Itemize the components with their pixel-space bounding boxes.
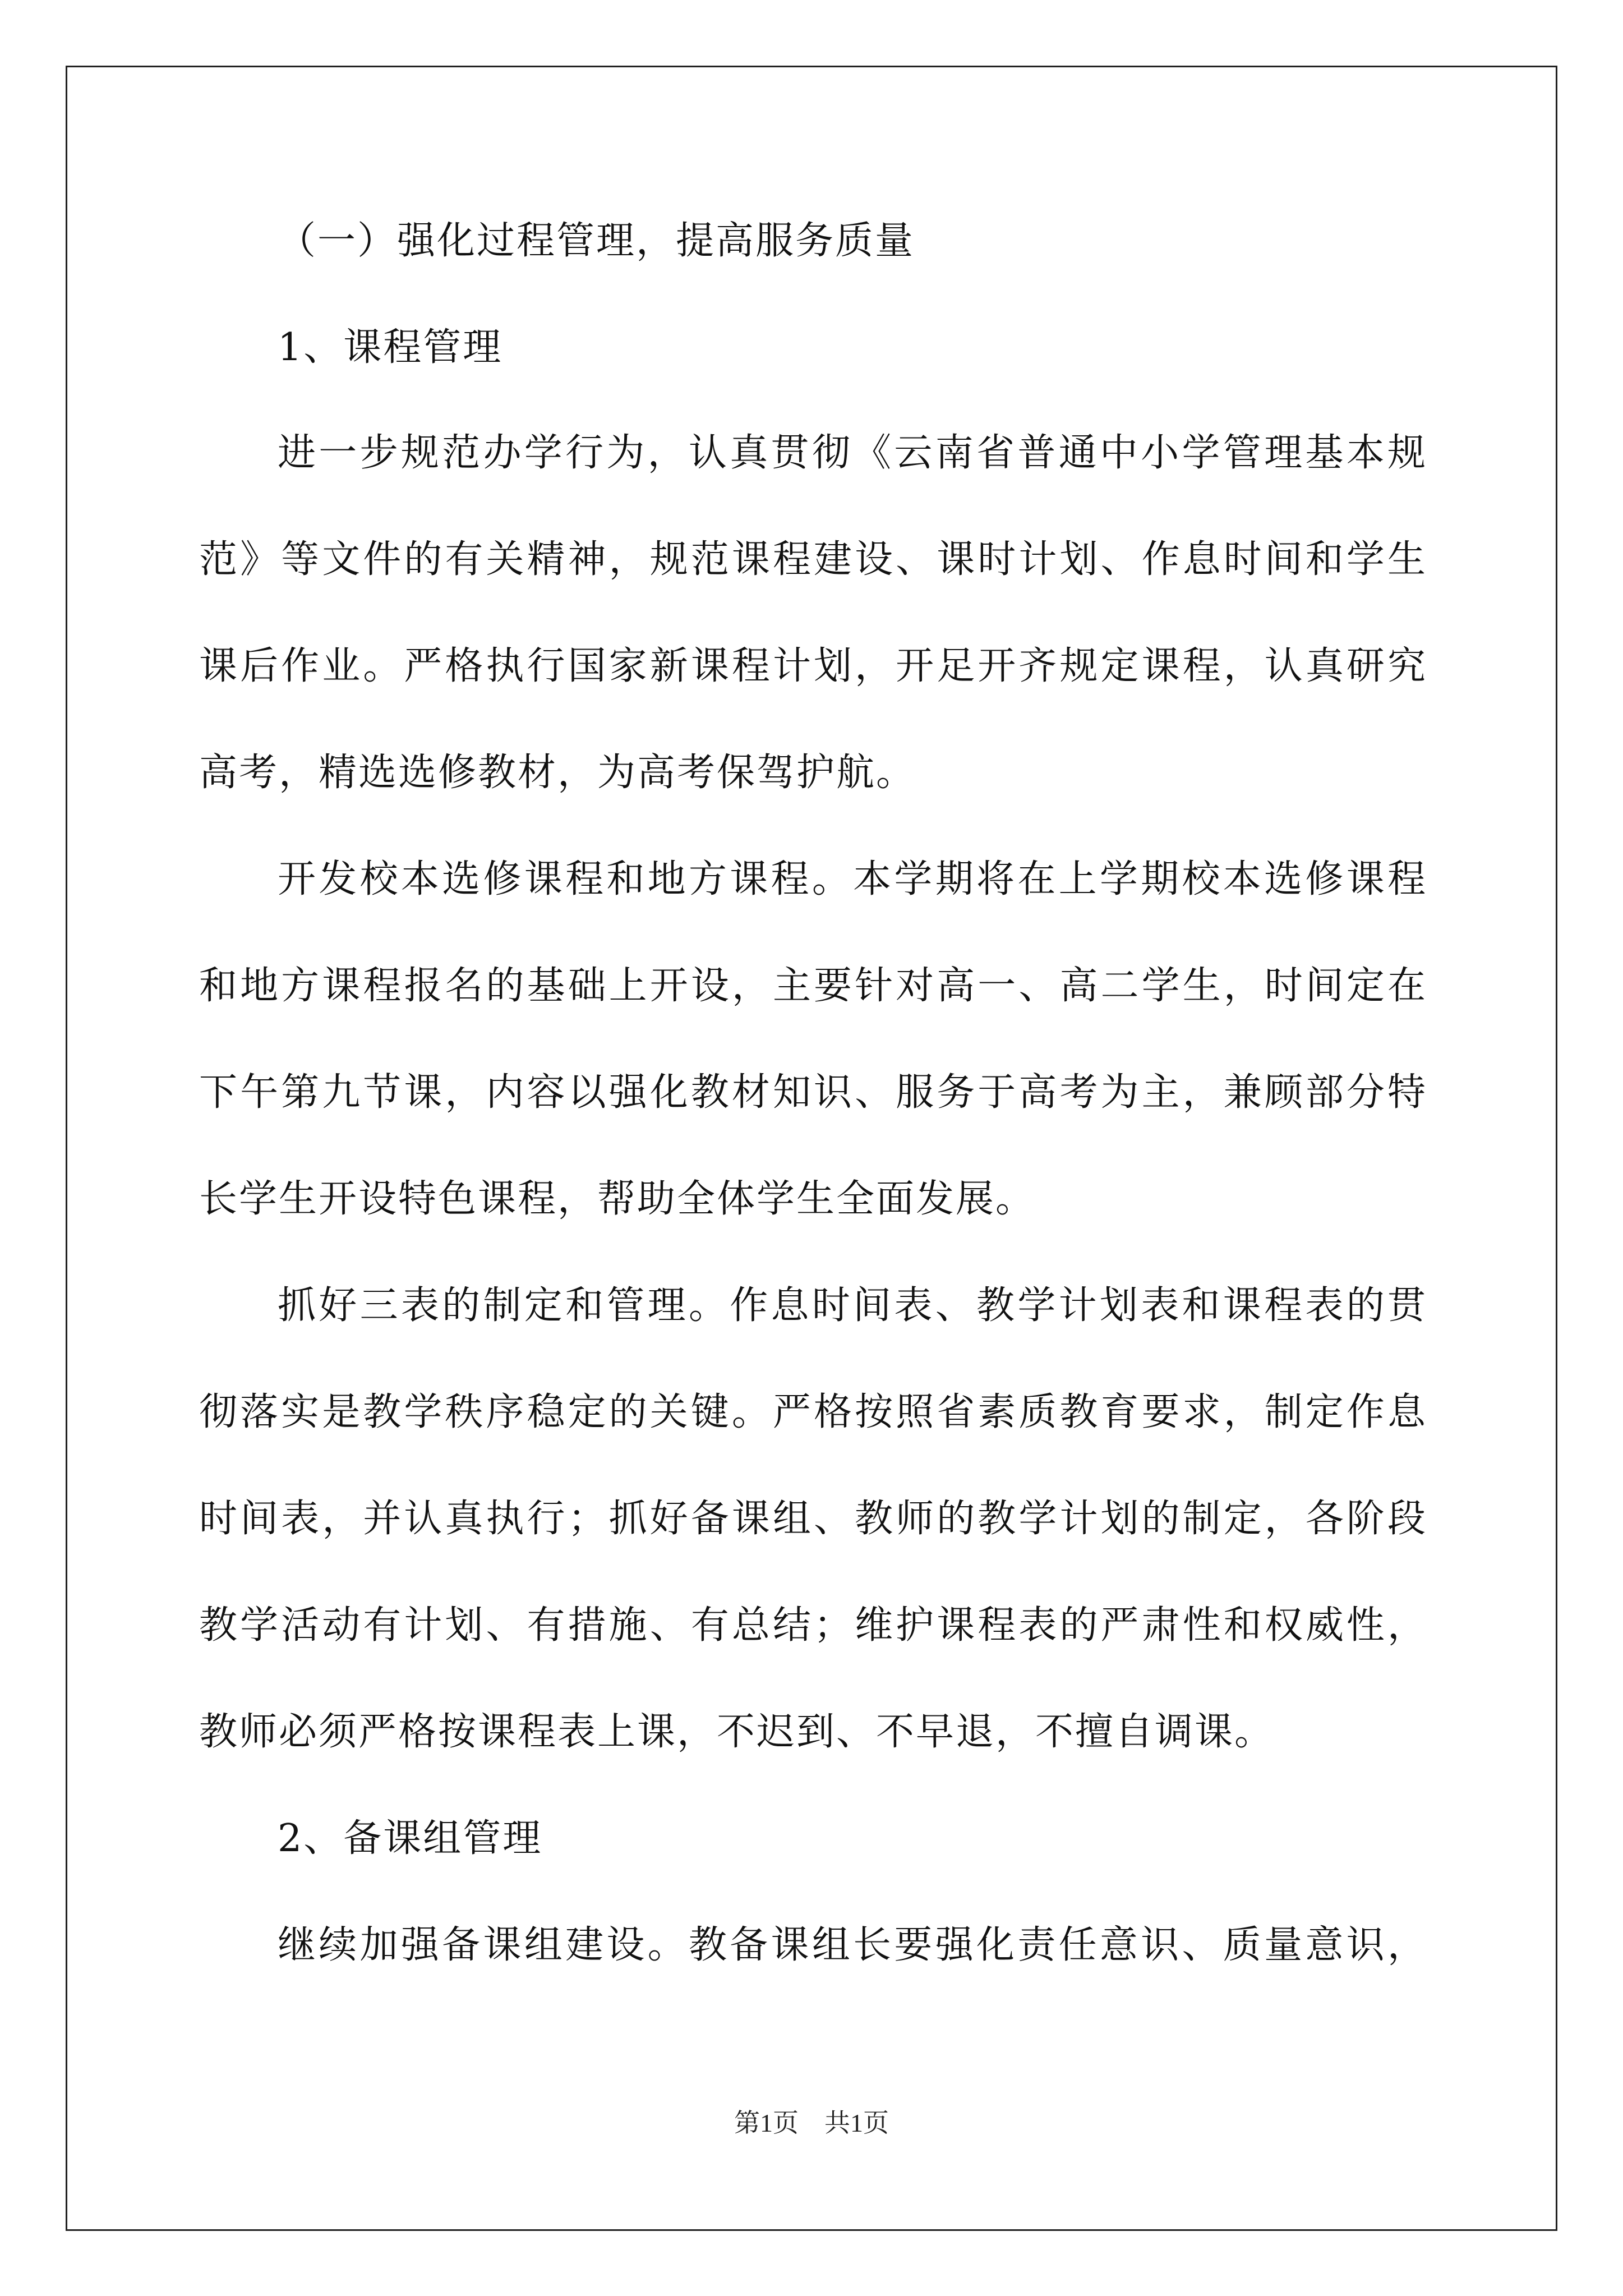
subsection-heading: 1、课程管理 <box>278 325 503 370</box>
section-heading: （一）强化过程管理，提高服务质量 <box>278 219 915 263</box>
paragraph-line: 下午第九节课，内容以强化教材知识、服务于高考为主，兼顾部分特 <box>199 1070 1427 1115</box>
paragraph-line: 教师必须严格按课程表上课，不迟到、不早退，不擅自调课。 <box>199 1710 1275 1754</box>
page-border <box>66 66 1557 2231</box>
paragraph-line: 范》等文件的有关精神，规范课程建设、课时计划、作息时间和学生 <box>199 537 1427 582</box>
paragraph-line: 继续加强备课组建设。教备课组长要强化责任意识、质量意识， <box>278 1923 1427 1967</box>
page-number: 第1页 共1页 <box>734 2109 889 2137</box>
paragraph-line: 抓好三表的制定和管理。作息时间表、教学计划表和课程表的贯 <box>278 1283 1427 1328</box>
paragraph-line: 教学活动有计划、有措施、有总结；维护课程表的严肃性和权威性， <box>199 1603 1427 1648</box>
paragraph-line: 和地方课程报名的基础上开设，主要针对高一、高二学生，时间定在 <box>199 964 1427 1008</box>
paragraph-line: 彻落实是教学秩序稳定的关键。严格按照省素质教育要求，制定作息 <box>199 1390 1427 1434</box>
paragraph-line: 开发校本选修课程和地方课程。本学期将在上学期校本选修课程 <box>278 857 1427 901</box>
paragraph-line: 进一步规范办学行为，认真贯彻《云南省普通中小学管理基本规 <box>278 431 1427 475</box>
paragraph-line: 高考，精选选修教材，为高考保驾护航。 <box>199 751 916 795</box>
subsection-heading: 2、备课组管理 <box>278 1816 543 1861</box>
paragraph-line: 长学生开设特色课程，帮助全体学生全面发展。 <box>199 1177 1036 1221</box>
paragraph-line: 时间表，并认真执行；抓好备课组、教师的教学计划的制定，各阶段 <box>199 1497 1427 1541</box>
paragraph-line: 课后作业。严格执行国家新课程计划，开足开齐规定课程，认真研究 <box>199 644 1427 688</box>
